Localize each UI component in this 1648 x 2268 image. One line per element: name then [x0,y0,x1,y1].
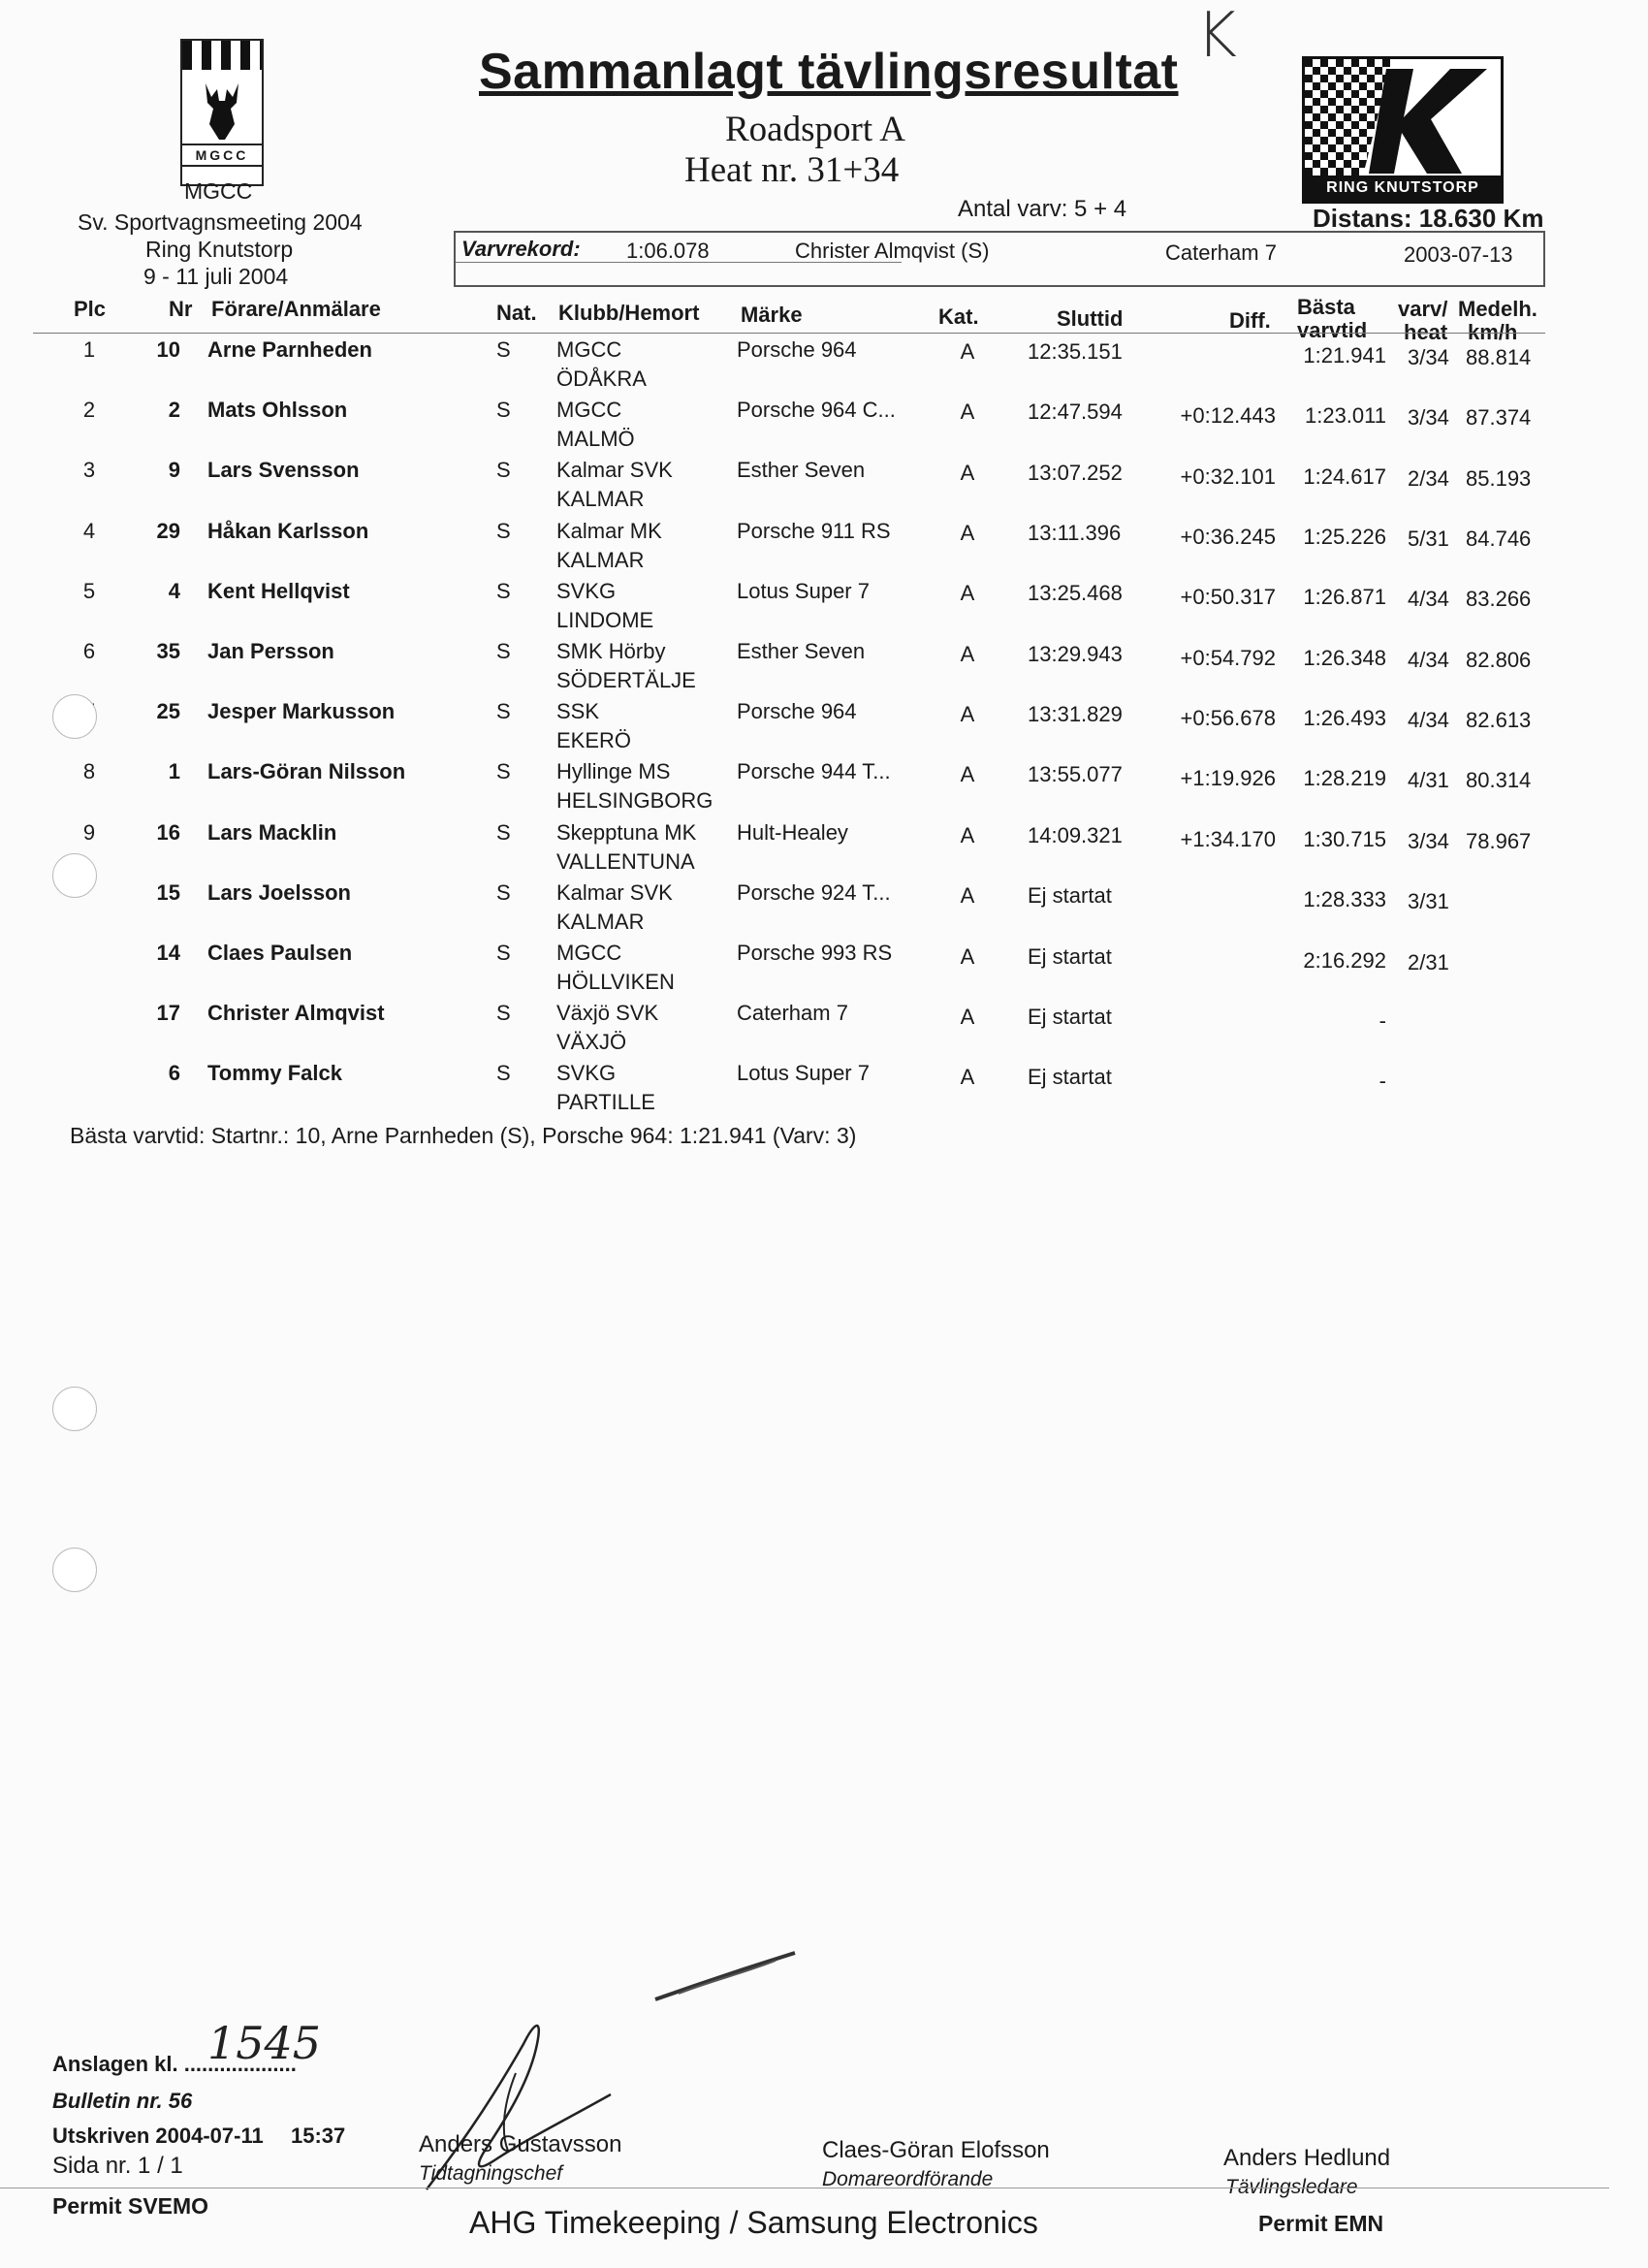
cell-club: Skepptuna MK [556,819,697,845]
cell-finish: 13:11.396 [1028,521,1122,546]
written-date: Utskriven 2004-07-11 [52,2124,264,2148]
cell-finish: 14:09.321 [1028,822,1123,847]
cell-club: Växjö SVK [556,1001,659,1026]
cell-avg-speed: 82.613 [1466,708,1532,733]
cell-driver: Arne Parnheden [207,337,372,362]
official1-role: Tidtagningschef [419,2162,563,2185]
cell-make: Lotus Super 7 [737,1061,870,1086]
cell-finish: 13:07.252 [1028,460,1123,485]
cell-driver: Lars Joelsson [207,879,351,905]
cell-nat: S [496,879,511,905]
lap-record-driver: Christer Almqvist (S) [795,239,990,263]
cell-plc: 1 [82,337,96,362]
cell-make: Esther Seven [737,639,866,663]
col-best-lap-1: Bästa [1297,295,1355,319]
col-plc: Plc [74,297,107,321]
official1-name: Anders Gustavsson [419,2131,622,2157]
cell-nr: 29 [156,518,180,543]
cell-nat: S [496,639,511,663]
handwritten-mark: K [1196,0,1237,72]
cell-avg-speed: 87.374 [1466,405,1532,431]
event-dates: 9 - 11 juli 2004 [143,264,289,289]
cell-driver: Christer Almqvist [207,1001,385,1026]
cell-best-lap: 1:26.348 [1303,645,1386,670]
col-lap-heat-1: varv/ [1398,297,1448,321]
class-name: Roadsport A [725,110,906,149]
cell-nr: 1 [168,759,180,784]
cell-town: KALMAR [556,909,645,934]
venue: Ring Knutstorp [145,237,294,262]
cell-avg-speed: 88.814 [1466,345,1532,369]
cell-town: KALMAR [556,487,645,512]
cell-club: Hyllinge MS [556,759,671,784]
cell-nat: S [496,337,511,362]
col-lap-heat-2: heat [1404,320,1448,344]
cell-kat: A [960,822,975,847]
cell-diff: +1:34.170 [1180,826,1276,851]
punch-hole [52,1387,97,1431]
cell-driver: Lars Svensson [207,458,360,483]
cell-plc: 4 [82,518,96,543]
punch-hole [52,1548,97,1592]
cell-club: MGCC [556,941,622,965]
deer-head-icon [196,76,248,144]
cell-club: SVKG [556,578,617,603]
cell-avg-speed: 84.746 [1466,527,1532,552]
cell-lap-heat: 5/31 [1408,527,1449,552]
cell-nr: 14 [156,941,180,965]
cell-kat: A [960,641,975,666]
cell-club: MGCC [556,398,622,423]
lap-record-box [454,231,1545,287]
cell-finish: 13:25.468 [1028,581,1123,606]
cell-avg-speed: 78.967 [1466,828,1532,853]
cell-lap-heat: 4/31 [1408,768,1449,793]
cell-club: Kalmar SVK [556,879,673,905]
cell-best-lap: 1:21.941 [1303,343,1386,367]
cell-make: Porsche 964 [737,337,857,362]
cell-diff: +0:50.317 [1180,585,1276,610]
cell-best-lap: 1:25.226 [1303,525,1386,550]
cell-plc: 8 [82,759,96,784]
cell-kat: A [960,460,975,485]
cell-lap-heat: 3/31 [1408,889,1449,914]
cell-club: Kalmar MK [556,518,662,543]
col-finish: Sluttid [1057,306,1124,331]
cell-finish: 13:29.943 [1028,641,1123,666]
cell-best-lap: 1:30.715 [1303,826,1386,851]
cell-nat: S [496,759,511,784]
col-nr: Nr [169,297,193,321]
cell-driver: Jesper Markusson [207,699,396,724]
bulletin-number: Bulletin nr. 56 [52,2089,193,2113]
posted-time-handwritten: 1545 [207,2017,322,2069]
cell-diff: +0:36.245 [1180,525,1276,550]
cell-diff: +0:54.792 [1180,645,1276,670]
permit-right: Permit EMN [1258,2211,1384,2236]
cell-lap-heat: 3/34 [1408,345,1449,369]
cell-town: KALMAR [556,547,645,572]
punch-hole [52,853,97,898]
cell-best-lap: - [1379,1007,1386,1033]
cell-nr: 25 [156,699,180,724]
mgcc-logo [180,39,264,186]
cell-nr: 35 [156,639,180,663]
cell-plc: 9 [82,819,96,845]
ring-k-icon [1305,59,1501,176]
cell-nat: S [496,1061,511,1086]
cell-plc: 2 [82,398,96,423]
cell-driver: Håkan Karlsson [207,518,369,543]
permit-left: Permit SVEMO [52,2193,209,2219]
ink-smudge-icon [650,1939,805,2007]
cell-nr: 15 [156,879,180,905]
written-time: 15:37 [291,2124,346,2148]
col-club: Klubb/Hemort [558,301,700,325]
organizer-club: MGCC [184,178,253,204]
cell-town: VALLENTUNA [556,848,695,874]
official2-name: Claes-Göran Elofsson [822,2137,1050,2163]
cell-kat: A [960,1065,975,1090]
punch-hole [52,694,97,739]
lap-record-label: Varvrekord: [461,237,581,261]
cell-nat: S [496,941,511,965]
cell-make: Porsche 944 T... [737,759,891,784]
cell-town: ÖDÅKRA [556,367,647,391]
cell-make: Hult-Healey [737,819,848,845]
cell-club: SSK [556,699,600,724]
ring-knutstorp-logo [1302,56,1504,204]
cell-nr: 17 [156,1001,180,1026]
mgcc-logo-band: MGCC [182,144,262,167]
ring-logo-text: RING KNUTSTORP [1305,176,1501,201]
cell-lap-heat: 4/34 [1408,708,1449,733]
cell-nat: S [496,819,511,845]
lap-record-time: 1:06.078 [626,239,710,263]
cell-town: LINDOME [556,607,654,632]
col-diff: Diff. [1229,308,1271,333]
official3-name: Anders Hedlund [1223,2145,1391,2171]
cell-town: MALMÖ [556,427,635,452]
cell-nr: 16 [156,819,180,845]
cell-best-lap: 1:24.617 [1303,463,1386,489]
timekeeper: AHG Timekeeping / Samsung Electronics [469,2205,1038,2240]
cell-lap-heat: 4/34 [1408,647,1449,672]
lap-count: Antal varv: 5 + 4 [958,196,1127,222]
cell-best-lap: 1:23.011 [1304,403,1386,429]
cell-kat: A [960,883,975,909]
cell-make: Lotus Super 7 [737,578,870,603]
cell-lap-heat: 4/34 [1408,587,1449,612]
cell-driver: Tommy Falck [207,1061,342,1086]
cell-kat: A [960,521,975,546]
cell-driver: Mats Ohlsson [207,398,348,423]
cell-finish: Ej startat [1028,1004,1112,1029]
heat-number: Heat nr. 31+34 [684,150,900,190]
cell-plc: 6 [82,639,96,663]
cell-nat: S [496,518,511,543]
cell-club: Kalmar SVK [556,458,673,483]
cell-town: EKERÖ [556,728,632,753]
cell-town: PARTILLE [556,1090,655,1115]
col-make: Märke [741,303,803,327]
cell-make: Porsche 964 C... [737,398,896,423]
cell-nat: S [496,458,511,483]
cell-plc: 5 [82,578,96,603]
lap-record-date: 2003-07-13 [1404,242,1513,267]
cell-town: HÖLLVIKEN [556,970,675,994]
cell-nr: 6 [168,1061,180,1086]
cell-make: Porsche 924 T... [737,879,891,905]
cell-lap-heat: 2/34 [1408,465,1449,491]
cell-diff: +1:19.926 [1180,766,1276,791]
cell-nat: S [496,1001,511,1026]
col-kat: Kat. [938,304,979,329]
official2-role: Domareordförande [822,2168,994,2190]
cell-diff: +0:32.101 [1180,463,1276,489]
cell-avg-speed: 83.266 [1466,587,1532,612]
cell-town: VÄXJÖ [556,1030,627,1055]
page-title: Sammanlagt tävlingsresultat [479,44,1179,100]
cell-town: HELSINGBORG [556,788,713,814]
cell-nat: S [496,578,511,603]
cell-avg-speed: 85.193 [1466,465,1532,491]
cell-best-lap: 1:26.871 [1303,585,1386,610]
posted-label: Anslagen kl. ................... [52,2052,297,2076]
cell-nr: 10 [156,337,180,362]
cell-best-lap: 1:28.219 [1303,766,1386,791]
cell-best-lap: 1:28.333 [1303,887,1386,912]
cell-best-lap: 2:16.292 [1303,947,1386,973]
cell-make: Porsche 964 [737,699,857,724]
col-driver: Förare/Anmälare [211,297,381,321]
col-best-lap-2: varvtid [1297,318,1368,342]
official3-role: Tävlingsledare [1225,2176,1358,2198]
cell-best-lap: 1:26.493 [1303,706,1386,731]
cell-kat: A [960,339,975,364]
cell-finish: Ej startat [1028,943,1112,969]
col-avg-2: km/h [1468,320,1518,344]
cell-finish: Ej startat [1028,883,1112,909]
cell-driver: Lars Macklin [207,819,337,845]
cell-club: SMK Hörby [556,639,666,663]
cell-kat: A [960,762,975,787]
cell-finish: 12:47.594 [1028,399,1123,425]
col-nat: Nat. [496,301,537,325]
cell-nr: 2 [168,398,180,423]
cell-finish: Ej startat [1028,1065,1112,1090]
best-lap-note: Bästa varvtid: Startnr.: 10, Arne Parnheden (S), Porsche 964: 1:21.941 (Varv: 3) [70,1123,857,1148]
cell-diff: +0:12.443 [1180,403,1276,429]
cell-make: Porsche 993 RS [737,941,893,965]
cell-club: MGCC [556,337,622,362]
cell-town: SÖDERTÄLJE [556,668,696,692]
cell-driver: Kent Hellqvist [207,578,350,603]
checkered-flag-icon [182,41,262,70]
cell-nat: S [496,398,511,423]
cell-avg-speed: 82.806 [1466,647,1532,672]
cell-kat: A [960,581,975,606]
cell-club: SVKG [556,1061,617,1086]
distance: Distans: 18.630 Km [1313,204,1544,233]
cell-lap-heat: 3/34 [1408,405,1449,431]
cell-finish: 12:35.151 [1028,339,1123,364]
cell-nr: 9 [168,458,180,483]
cell-make: Esther Seven [737,458,866,483]
cell-lap-heat: 3/34 [1408,828,1449,853]
cell-plc: 3 [82,458,96,483]
cell-driver: Jan Persson [207,639,334,663]
cell-finish: 13:55.077 [1028,762,1123,787]
cell-driver: Claes Paulsen [207,941,353,965]
cell-nat: S [496,699,511,724]
event-name: Sv. Sportvagnsmeeting 2004 [78,209,363,235]
cell-diff: +0:56.678 [1180,706,1276,731]
cell-make: Porsche 911 RS [737,518,891,543]
cell-kat: A [960,943,975,969]
cell-kat: A [960,399,975,425]
page-number: Sida nr. 1 / 1 [52,2153,183,2179]
cell-best-lap: - [1379,1069,1386,1094]
cell-lap-heat: 2/31 [1408,949,1449,974]
cell-avg-speed: 80.314 [1466,768,1532,793]
lap-record-car: Caterham 7 [1165,240,1277,265]
cell-make: Caterham 7 [737,1001,848,1026]
cell-finish: 13:31.829 [1028,702,1123,727]
cell-kat: A [960,702,975,727]
cell-kat: A [960,1004,975,1029]
cell-nr: 4 [168,578,180,603]
cell-driver: Lars-Göran Nilsson [207,759,406,784]
col-avg-1: Medelh. [1458,297,1537,321]
